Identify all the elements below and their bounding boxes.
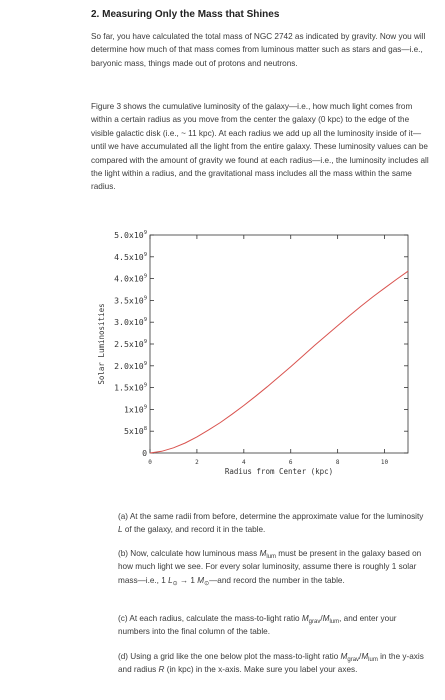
y-tick-label: $4.5x10^9$ — [114, 251, 147, 262]
figure-description-paragraph: Figure 3 shows the cumulative luminosity of the galaxy—i.e., how much light comes from within a certain radius as you move from the center the galaxy (0 kpc) to the edge of the visible galactic disk (i.e., ~ 11 kpc). At each radius we add up all the luminosity inside of it—until we have accumulated all the light from the entire galaxy. These luminosity values can be compared with the amount of gravity we found at each radius—i.e., the luminosity includes all the light within a radius, and the gravitational mass includes all the mass within the same radius. — [91, 102, 429, 192]
x-tick-label: 6 — [288, 459, 293, 466]
y-tick-label: $3.5x10^9$ — [114, 295, 147, 306]
y-tick-label: $2.5x10^9$ — [114, 339, 147, 349]
y-tick-label: $2.0x10^9$ — [114, 360, 147, 371]
question-d: (d) Using a grid like the one below plot the mass-to-light ratio $M_{grav}/M_{lum}$ in the y-axis and radius R (in kpc) in the x-axis. Make sure you label your axes. — [118, 652, 424, 675]
y-tick-label: $1.5x10^9$ — [114, 382, 147, 393]
x-tick-label: 0 — [148, 459, 152, 466]
x-axis-label: Radius from Center (kpc) — [224, 467, 334, 476]
luminosity-curve — [150, 271, 408, 453]
section-title: 2. Measuring Only the Mass that Shines — [91, 9, 280, 20]
y-tick-label: $4.0x10^9$ — [114, 273, 147, 284]
y-tick-label: $1x10^9$ — [123, 404, 147, 415]
intro-paragraph: So far, you have calculated the total mass of NGC 2742 as indicated by gravity. Now you will determine how much of that mass comes from luminous matter such as stars and gas—i.e., baryonic mass, things made out of protons and neutrons. — [91, 32, 426, 68]
question-b: (b) Now, calculate how luminous mass $M_{lum}$ must be present in the galaxy based on how much light we see. For every solar luminosity, assume there is roughly 1 solar mass—i.e., 1 $L_⊙ \to 1$ $M_⊙—and$ record the number in the table. — [118, 549, 422, 587]
luminosity-chart — [95, 228, 425, 490]
x-tick-label: 8 — [335, 459, 340, 466]
y-axis-label: Solar Luminosities — [97, 303, 106, 385]
y-tick-label: $5.0x10^9$ — [114, 230, 147, 240]
x-tick-label: 4 — [242, 459, 246, 466]
question-a: (a) At the same radii from before, determine the approximate value for the luminosity L of the galaxy, and record it in the table. — [118, 512, 424, 535]
x-tick-label: 2 — [195, 459, 199, 466]
y-tick-label: $3.0x10^9$ — [114, 317, 147, 328]
plot-frame — [150, 235, 408, 453]
y-tick-label: 0 — [142, 448, 147, 458]
question-c: (c) At each radius, calculate the mass-to-light ratio $M_{grav}/M_{lum}$, and enter your numbers into the final column of the table. — [118, 614, 397, 637]
y-tick-label: $5x10^8$ — [123, 426, 147, 437]
x-tick-label: 10 — [380, 459, 389, 466]
